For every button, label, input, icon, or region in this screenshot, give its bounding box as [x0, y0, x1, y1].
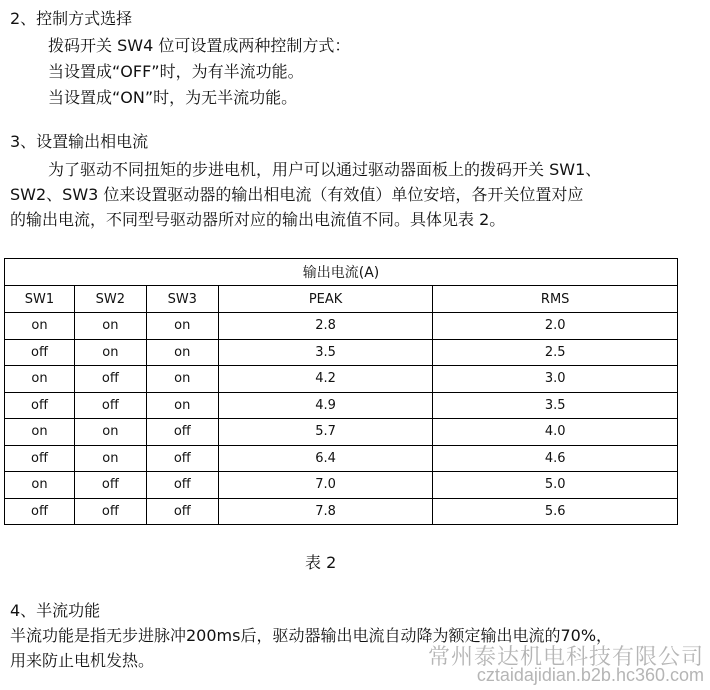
cell-sw1: on — [5, 472, 75, 499]
table-row — [5, 445, 678, 472]
section-4-line-1: 半流功能是指无步进脉冲200ms后，驱动器输出电流自动降为额定输出电流的70%， — [10, 626, 613, 645]
table-row — [5, 498, 678, 525]
watermark-company: 常州泰达机电科技有限公司 — [427, 644, 704, 669]
cell-sw1: on — [5, 419, 75, 446]
cell-sw2: off — [74, 366, 146, 393]
section-2-heading: 2、控制方式选择 — [10, 9, 133, 28]
cell-sw3: on — [146, 313, 218, 340]
cell-sw3: on — [146, 339, 218, 366]
cell-sw1: on — [5, 313, 75, 340]
cell-sw2: off — [74, 472, 146, 499]
cell-sw3: on — [146, 392, 218, 419]
table-row — [5, 472, 678, 499]
cell-rms: 2.5 — [433, 339, 678, 366]
section-3-para-line-1: 为了驱动不同扭矩的步进电机，用户可以通过驱动器面板上的拨码开关 SW1、 — [48, 160, 602, 179]
cell-peak: 4.2 — [218, 366, 433, 393]
cell-peak: 5.7 — [218, 419, 433, 446]
cell-sw1: off — [5, 498, 75, 525]
cell-peak: 6.4 — [218, 445, 433, 472]
cell-sw3: off — [146, 498, 218, 525]
column-header-peak: PEAK — [218, 286, 433, 313]
cell-sw2: on — [74, 313, 146, 340]
section-2-line-3: 当设置成“ON”时，为无半流功能。 — [48, 88, 298, 107]
table-caption: 表 2 — [305, 553, 337, 572]
cell-sw1: on — [5, 366, 75, 393]
cell-rms: 4.6 — [433, 445, 678, 472]
cell-sw1: off — [5, 339, 75, 366]
cell-sw2: off — [74, 498, 146, 525]
section-3-para-line-2: SW2、SW3 位来设置驱动器的输出相电流（有效值）单位安培，各开关位置对应 — [10, 185, 584, 204]
cell-rms: 3.5 — [433, 392, 678, 419]
cell-rms: 4.0 — [433, 419, 678, 446]
cell-rms: 3.0 — [433, 366, 678, 393]
cell-peak: 3.5 — [218, 339, 433, 366]
table-row — [5, 366, 678, 393]
cell-sw2: on — [74, 419, 146, 446]
cell-sw1: off — [5, 445, 75, 472]
table-row — [5, 339, 678, 366]
column-header-sw3: SW3 — [146, 286, 218, 313]
cell-rms: 5.6 — [433, 498, 678, 525]
cell-sw1: off — [5, 392, 75, 419]
cell-peak: 4.9 — [218, 392, 433, 419]
cell-rms: 2.0 — [433, 313, 678, 340]
section-3-para-line-3: 的输出电流，不同型号驱动器所对应的输出电流值不同。具体见表 2。 — [10, 210, 506, 229]
column-header-sw2: SW2 — [74, 286, 146, 313]
cell-peak: 2.8 — [218, 313, 433, 340]
cell-peak: 7.8 — [218, 498, 433, 525]
table-title: 输出电流(A) — [5, 259, 678, 286]
section-4-heading: 4、半流功能 — [10, 601, 101, 620]
table-row — [5, 419, 678, 446]
column-header-sw1: SW1 — [5, 286, 75, 313]
section-3-heading: 3、设置输出相电流 — [10, 132, 149, 151]
column-header-rms: RMS — [433, 286, 678, 313]
cell-sw3: off — [146, 419, 218, 446]
cell-sw3: on — [146, 366, 218, 393]
output-current-table — [4, 258, 678, 525]
watermark-url: cztaidajidian.b2b.hc360.com — [476, 665, 704, 685]
table-row — [5, 313, 678, 340]
cell-sw3: off — [146, 445, 218, 472]
section-4-line-2: 用来防止电机发热。 — [10, 651, 155, 670]
section-2-line-1: 拨码开关 SW4 位可设置成两种控制方式： — [48, 36, 351, 55]
table-row — [5, 392, 678, 419]
cell-sw3: off — [146, 472, 218, 499]
cell-rms: 5.0 — [433, 472, 678, 499]
cell-peak: 7.0 — [218, 472, 433, 499]
cell-sw2: on — [74, 339, 146, 366]
cell-sw2: off — [74, 392, 146, 419]
section-2-line-2: 当设置成“OFF”时，为有半流功能。 — [48, 62, 304, 81]
table-header-row — [5, 286, 678, 313]
cell-sw2: on — [74, 445, 146, 472]
